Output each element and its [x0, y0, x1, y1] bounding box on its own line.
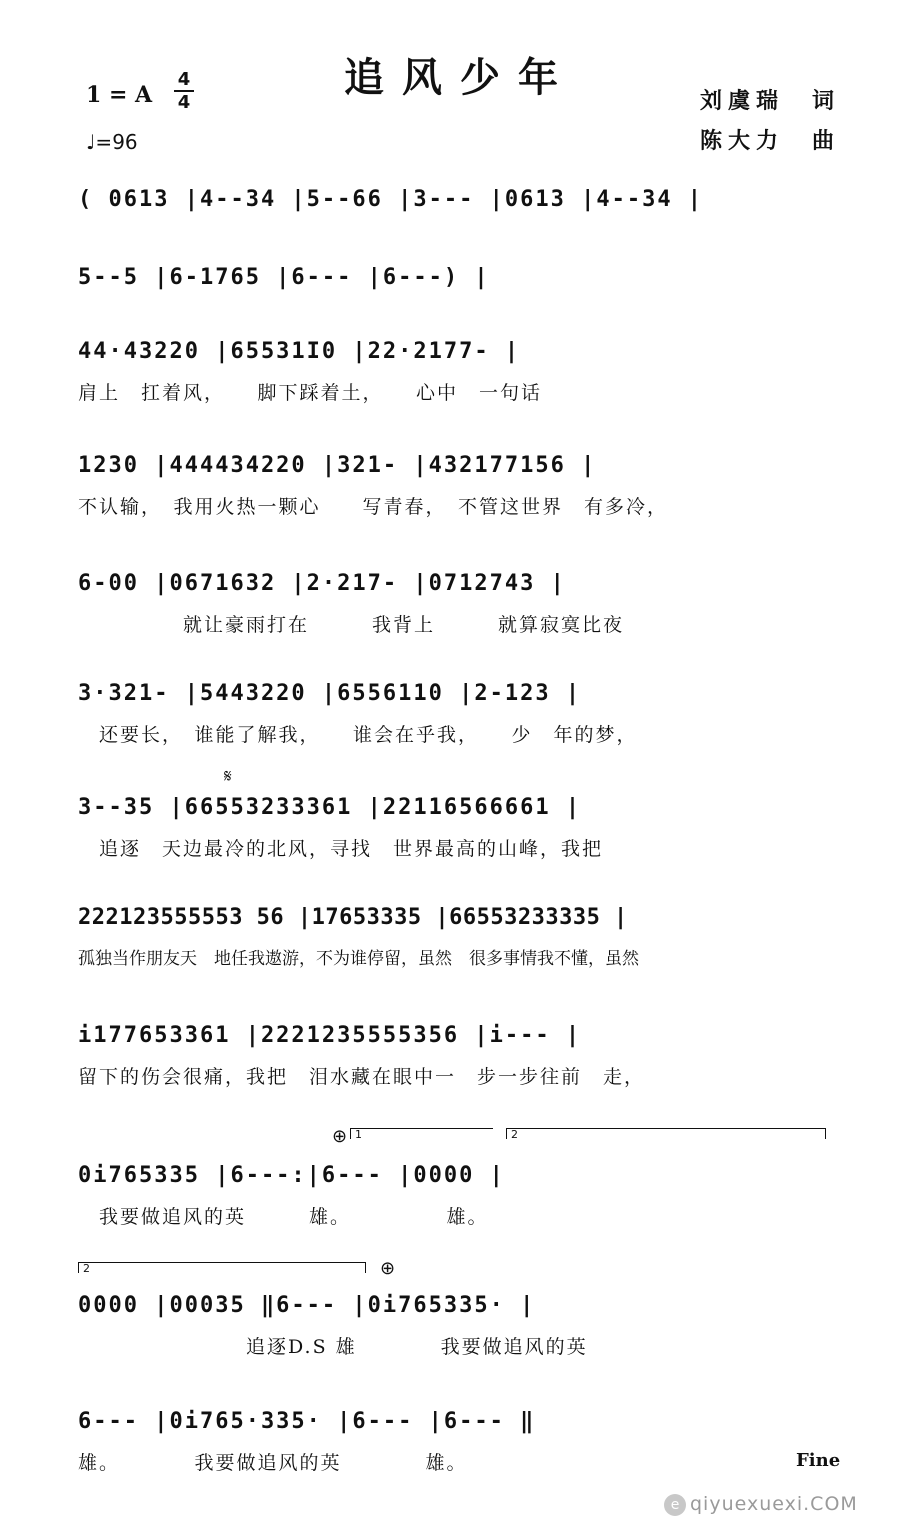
lyric-line: 肩上 扛着风， 脚下踩着土， 心中 一句话: [78, 382, 543, 404]
time-signature: [172, 70, 196, 112]
notation-line: 222123555553 56 |17653335 |66553233335 |: [78, 905, 628, 930]
lyric-line: 追逐 天边最冷的北风，寻找 世界最高的山峰，我把: [78, 838, 604, 860]
volta-bracket-2: 2: [506, 1128, 826, 1139]
lyricist-credit: 刘虞瑞 词: [700, 88, 841, 114]
lyric-line: 就让豪雨打在 我背上 就算寂寞比夜: [78, 614, 625, 636]
site-watermark: qiyuexuexi.COM: [690, 1493, 858, 1515]
meter-bottom: 4: [177, 92, 191, 113]
notation-line: 3·321- |5443220 |6556110 |2-123 |: [78, 681, 582, 706]
meter-top: 4: [177, 69, 191, 90]
key-signature: 1 = A: [86, 82, 153, 108]
coda-sign-1: ⊕: [332, 1126, 348, 1147]
notation-line: 6-00 |0671632 |2·217- |0712743 |: [78, 571, 566, 596]
tempo-marking: ♩=96: [86, 130, 138, 154]
volta-bracket-1: 1: [350, 1128, 493, 1139]
notation-line: 1230 |444434220 |321- |432177156 |: [78, 453, 597, 478]
notation-line: 0000 |00035 ‖6--- |0i765335· |: [78, 1293, 536, 1318]
lyric-line: 还要长， 谁能了解我， 谁会在乎我， 少 年的梦，: [78, 724, 638, 746]
lyric-line: 不认输， 我用火热一颗心 写青春， 不管这世界 有多冷，: [78, 496, 669, 518]
coda-sign-2: ⊕: [380, 1258, 396, 1279]
watermark-badge-icon: e: [664, 1494, 686, 1516]
fine-marking: Fine: [796, 1450, 841, 1471]
notation-line: 6--- |0i765·335· |6--- |6--- ‖: [78, 1409, 536, 1434]
notation-line: 0i765335 |6---:|6--- |0000 |: [78, 1163, 505, 1188]
volta-bracket-2b: 2: [78, 1262, 366, 1273]
segno-sign: 𝄋: [224, 766, 232, 787]
notation-line: i177653361 |2221235555356 |i--- |: [78, 1023, 582, 1048]
notation-line: 5--5 |6-1765 |6--- |6---) |: [78, 265, 490, 290]
notation-line: ( 0613 |4--34 |5--66 |3--- |0613 |4--34 |: [78, 187, 704, 212]
notation-line: 3--35 |66553233361 |22116566661 |: [78, 795, 582, 820]
lyric-line: 孤独当作朋友天 地任我遨游，不为谁停留，虽然 很多事情我不懂，虽然: [78, 949, 639, 969]
song-title: 追风少年: [344, 54, 576, 101]
composer-credit: 陈大力 曲: [700, 128, 841, 154]
lyric-line: 我要做追风的英 雄。 雄。: [78, 1206, 489, 1228]
lyric-line: 留下的伤会很痛，我把 泪水藏在眼中一 步一步往前 走，: [78, 1066, 646, 1088]
lyric-line: 追逐D.S 雄 我要做追风的英: [78, 1336, 588, 1358]
notation-line: 44·43220 |65531I0 |22·2177- |: [78, 339, 521, 364]
lyric-line: 雄。 我要做追风的英 雄。: [78, 1452, 468, 1474]
